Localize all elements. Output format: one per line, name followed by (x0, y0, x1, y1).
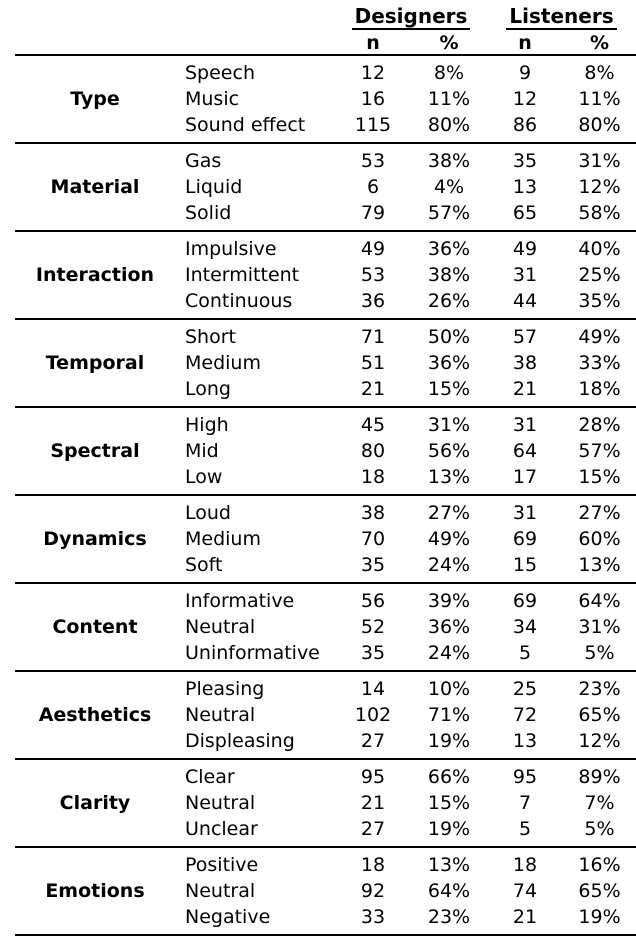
value-cell: 31% (578, 150, 621, 172)
table-section (15, 583, 636, 671)
value-cell: 31% (427, 414, 471, 436)
table-section (15, 759, 636, 847)
value-cell: 25% (578, 264, 621, 286)
value-cell: 38 (360, 502, 386, 524)
value-cell: 102 (354, 704, 392, 726)
value-cell: 21 (360, 378, 386, 400)
value-cell: 64% (578, 590, 621, 612)
table-row (15, 55, 636, 86)
attribute-label: Positive (185, 854, 259, 876)
value-cell: 31 (512, 264, 538, 286)
attribute-label: Negative (185, 906, 271, 928)
value-cell: 95 (360, 766, 386, 788)
value-cell: 31 (512, 414, 538, 436)
table-row (15, 583, 636, 614)
value-cell: 49% (578, 326, 621, 348)
value-cell: 86 (512, 114, 538, 136)
attribute-label: Impulsive (185, 238, 277, 260)
value-cell: 36% (427, 238, 471, 260)
attribute-label: Long (185, 378, 231, 400)
value-cell: 38% (427, 264, 471, 286)
value-cell: 70 (360, 528, 386, 550)
table-row (15, 319, 636, 350)
category-cell: Clarity (59, 792, 131, 814)
value-cell: 49% (427, 528, 471, 550)
value-cell: 39% (427, 590, 471, 612)
category-cell: Type (70, 88, 120, 110)
value-cell: 35 (360, 554, 386, 576)
attribute-label: Speech (185, 62, 255, 84)
value-cell: 50% (427, 326, 471, 348)
attribute-label: Intermittent (185, 264, 300, 286)
value-cell: 64 (512, 440, 538, 462)
value-cell: 13 (512, 176, 538, 198)
sub-header-row (15, 32, 636, 55)
table-section (15, 231, 636, 319)
survey-results-table (15, 2, 636, 936)
value-cell: 56 (360, 590, 386, 612)
attribute-label: Continuous (185, 290, 293, 312)
group-header-row (15, 2, 636, 32)
table-row (15, 407, 636, 438)
table-row (15, 759, 636, 790)
value-cell: 72 (512, 704, 538, 726)
value-cell: 8% (433, 62, 465, 84)
value-cell: 33% (578, 352, 621, 374)
sub-header-designers-pct: % (439, 32, 459, 54)
value-cell: 57 (512, 326, 538, 348)
value-cell: 57% (578, 440, 621, 462)
value-cell: 24% (427, 642, 471, 664)
value-cell: 15% (427, 378, 471, 400)
table-section (15, 495, 636, 583)
value-cell: 15% (427, 792, 471, 814)
value-cell: 5% (584, 642, 615, 664)
value-cell: 19% (427, 818, 471, 840)
table-row (15, 495, 636, 526)
attribute-label: Unclear (185, 818, 258, 840)
value-cell: 24% (427, 554, 471, 576)
attribute-label: Neutral (185, 880, 256, 902)
value-cell: 18 (512, 854, 538, 876)
value-cell: 35 (512, 150, 538, 172)
value-cell: 27% (578, 502, 621, 524)
value-cell: 27 (360, 818, 386, 840)
value-cell: 19% (427, 730, 471, 752)
value-cell: 4% (433, 176, 465, 198)
attribute-label: Gas (185, 150, 222, 172)
value-cell: 95 (512, 766, 538, 788)
value-cell: 44 (512, 290, 538, 312)
attribute-label: Neutral (185, 616, 256, 638)
value-cell: 10% (427, 678, 471, 700)
group-header-designers-label: Designers (352, 4, 471, 30)
value-cell: 38 (512, 352, 538, 374)
value-cell: 36 (360, 290, 386, 312)
group-header-listeners (487, 2, 636, 32)
value-cell: 79 (360, 202, 386, 224)
value-cell: 40% (578, 238, 621, 260)
table-section (15, 847, 636, 935)
category-cell: Dynamics (43, 528, 147, 550)
attribute-label: Uninformative (185, 642, 320, 664)
value-cell: 80 (360, 440, 386, 462)
value-cell: 49 (512, 238, 538, 260)
value-cell: 89% (578, 766, 621, 788)
value-cell: 11% (578, 88, 621, 110)
value-cell: 7% (584, 792, 615, 814)
value-cell: 13% (578, 554, 621, 576)
value-cell: 13% (427, 854, 471, 876)
category-cell: Emotions (45, 880, 145, 902)
group-header-designers (335, 2, 487, 32)
value-cell: 31 (512, 502, 538, 524)
attribute-label: Loud (185, 502, 231, 524)
value-cell: 35 (360, 642, 386, 664)
value-cell: 18 (360, 466, 386, 488)
category-cell: Content (52, 616, 138, 638)
value-cell: 56% (427, 440, 471, 462)
value-cell: 64% (427, 880, 471, 902)
value-cell: 33 (360, 906, 386, 928)
sub-header-designers-n: n (366, 32, 380, 54)
value-cell: 5 (518, 818, 532, 840)
value-cell: 7 (518, 792, 532, 814)
value-cell: 36% (427, 352, 471, 374)
value-cell: 57% (427, 202, 471, 224)
value-cell: 71% (427, 704, 471, 726)
header-spacer (15, 2, 335, 32)
value-cell: 31% (578, 616, 621, 638)
attribute-label: Clear (185, 766, 235, 788)
value-cell: 12 (360, 62, 386, 84)
attribute-label: Mid (185, 440, 219, 462)
value-cell: 21 (360, 792, 386, 814)
attribute-label: Sound effect (185, 114, 306, 136)
category-cell: Material (50, 176, 140, 198)
value-cell: 74 (512, 880, 538, 902)
attribute-label: Short (185, 326, 236, 348)
value-cell: 18% (578, 378, 621, 400)
value-cell: 16% (578, 854, 621, 876)
value-cell: 5% (584, 818, 615, 840)
value-cell: 12% (578, 176, 621, 198)
header-spacer (15, 32, 335, 55)
value-cell: 45 (360, 414, 386, 436)
value-cell: 65% (578, 704, 621, 726)
value-cell: 58% (578, 202, 621, 224)
table-header (15, 2, 636, 55)
attribute-label: Neutral (185, 704, 256, 726)
table-row (15, 143, 636, 174)
table-section (15, 143, 636, 231)
value-cell: 26% (427, 290, 471, 312)
category-cell: Interaction (35, 264, 155, 286)
value-cell: 53 (360, 264, 386, 286)
attribute-label: Displeasing (185, 730, 295, 752)
value-cell: 15% (578, 466, 621, 488)
table-row (15, 847, 636, 878)
group-header-listeners-label: Listeners (506, 4, 616, 30)
value-cell: 53 (360, 150, 386, 172)
value-cell: 92 (360, 880, 386, 902)
sub-header-listeners-pct: % (589, 32, 610, 54)
value-cell: 28% (578, 414, 621, 436)
value-cell: 25 (512, 678, 538, 700)
attribute-label: Solid (185, 202, 232, 224)
attribute-label: Neutral (185, 792, 256, 814)
value-cell: 13 (512, 730, 538, 752)
table-section (15, 319, 636, 407)
value-cell: 80% (427, 114, 471, 136)
value-cell: 13% (427, 466, 471, 488)
table-row (15, 231, 636, 262)
value-cell: 11% (427, 88, 471, 110)
value-cell: 60% (578, 528, 621, 550)
value-cell: 12 (512, 88, 538, 110)
value-cell: 23% (427, 906, 471, 928)
value-cell: 115 (354, 114, 392, 136)
table-section (15, 671, 636, 759)
attribute-label: Low (185, 466, 223, 488)
value-cell: 16 (360, 88, 386, 110)
table-section (15, 55, 636, 143)
value-cell: 5 (518, 642, 532, 664)
value-cell: 71 (360, 326, 386, 348)
attribute-label: Medium (185, 352, 261, 374)
value-cell: 8% (584, 62, 615, 84)
attribute-label: Liquid (185, 176, 243, 198)
value-cell: 12% (578, 730, 621, 752)
value-cell: 66% (427, 766, 471, 788)
value-cell: 36% (427, 616, 471, 638)
attribute-label: Soft (185, 554, 223, 576)
attribute-label: High (185, 414, 229, 436)
attribute-label: Informative (185, 590, 295, 612)
attribute-label: Music (185, 88, 240, 110)
category-cell: Aesthetics (38, 704, 152, 726)
value-cell: 69 (512, 528, 538, 550)
value-cell: 14 (360, 678, 386, 700)
value-cell: 34 (512, 616, 538, 638)
value-cell: 51 (360, 352, 386, 374)
table-section (15, 407, 636, 495)
attribute-label: Pleasing (185, 678, 265, 700)
category-cell: Spectral (50, 440, 140, 462)
table-row (15, 671, 636, 702)
value-cell: 27% (427, 502, 471, 524)
value-cell: 6 (366, 176, 380, 198)
value-cell: 65% (578, 880, 621, 902)
value-cell: 15 (512, 554, 538, 576)
value-cell: 69 (512, 590, 538, 612)
value-cell: 21 (512, 378, 538, 400)
value-cell: 19% (578, 906, 621, 928)
value-cell: 35% (578, 290, 621, 312)
value-cell: 65 (512, 202, 538, 224)
value-cell: 38% (427, 150, 471, 172)
value-cell: 52 (360, 616, 386, 638)
value-cell: 21 (512, 906, 538, 928)
value-cell: 80% (578, 114, 621, 136)
sub-header-listeners-n: n (518, 32, 532, 54)
value-cell: 49 (360, 238, 386, 260)
value-cell: 18 (360, 854, 386, 876)
value-cell: 27 (360, 730, 386, 752)
value-cell: 17 (512, 466, 538, 488)
attribute-label: Medium (185, 528, 261, 550)
value-cell: 23% (578, 678, 621, 700)
value-cell: 9 (518, 62, 532, 84)
category-cell: Temporal (45, 352, 145, 374)
